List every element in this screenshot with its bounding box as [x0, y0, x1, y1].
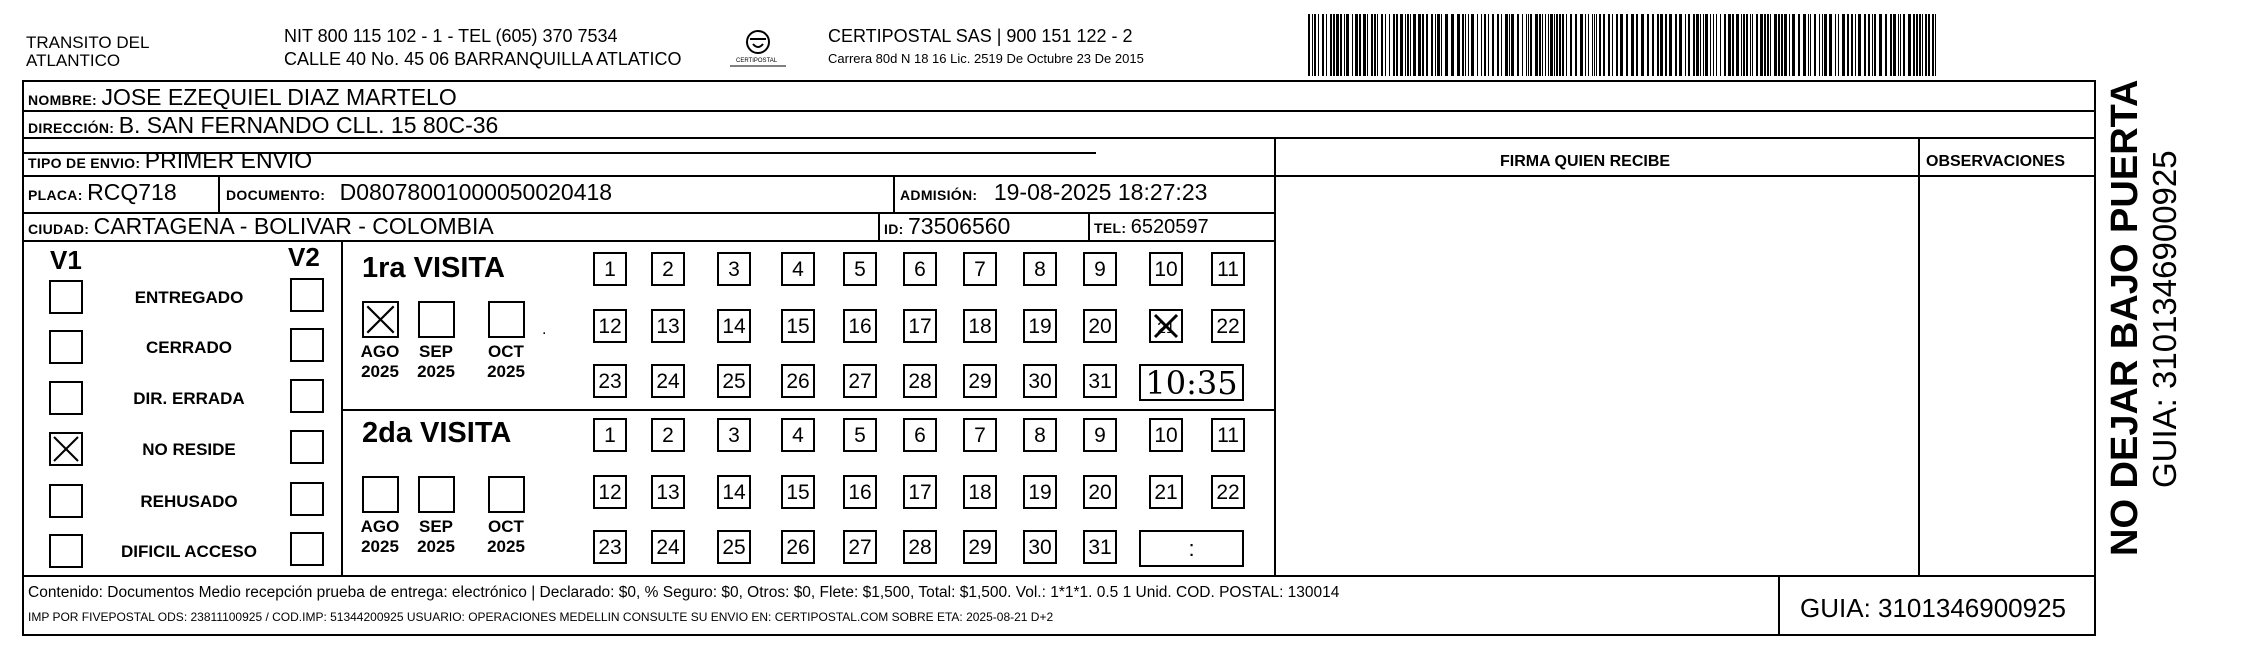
visit1-day-box[interactable]: 4 — [781, 252, 815, 286]
visit2-day-box[interactable]: 25 — [717, 530, 751, 564]
visit2-day-box[interactable]: 3 — [717, 418, 751, 452]
visit2-day-box[interactable]: 29 — [963, 530, 997, 564]
visit1-month-year: 2025 — [417, 362, 455, 381]
visit1-day-box[interactable]: 28 — [903, 364, 937, 398]
barcode — [1308, 14, 1944, 76]
visit2-day-box[interactable]: 21 — [1149, 475, 1183, 509]
visit1-day-box[interactable]: 16 — [843, 309, 877, 343]
status-label: CERRADO — [146, 338, 232, 357]
visit1-day-box[interactable]: 2 — [651, 252, 685, 286]
visit1-day-box[interactable]: 11 — [1211, 252, 1245, 286]
v2-checkbox[interactable] — [290, 379, 324, 413]
documento-label: DOCUMENTO: — [226, 187, 326, 203]
visit2-day-box[interactable]: 8 — [1023, 418, 1057, 452]
visit1-month-year: 2025 — [487, 362, 525, 381]
visit1-day-box[interactable]: 27 — [843, 364, 877, 398]
visit2-day-box[interactable]: 14 — [717, 475, 751, 509]
visit1-day-box[interactable]: 23 — [593, 364, 627, 398]
status-label: DIR. ERRADA — [133, 389, 245, 408]
visit2-day-box[interactable]: 16 — [843, 475, 877, 509]
visit2-day-box[interactable]: 12 — [593, 475, 627, 509]
visit2-title: 2da VISITA — [362, 417, 512, 449]
no-dejar-bajo-puerta: NO DEJAR BAJO PUERTA — [2104, 79, 2146, 556]
visit2-day-box[interactable]: 24 — [651, 530, 685, 564]
form-frame — [22, 80, 2096, 636]
visit2-month-checkbox[interactable] — [488, 476, 525, 513]
visit2-day-box[interactable]: 5 — [843, 418, 877, 452]
visit2-month-year: 2025 — [361, 537, 399, 556]
visit1-title: 1ra VISITA — [362, 252, 505, 284]
visit1-day-box[interactable]: 20 — [1083, 309, 1117, 343]
visit2-day-box[interactable]: 2 — [651, 418, 685, 452]
visit1-day-box[interactable]: 13 — [651, 309, 685, 343]
status-label: REHUSADO — [140, 492, 238, 511]
firma-header: FIRMA QUIEN RECIBE — [1500, 153, 1671, 170]
visit1-day-box[interactable]: 25 — [717, 364, 751, 398]
v2-checkbox[interactable] — [290, 482, 324, 516]
visit2-day-box[interactable]: 1 — [593, 418, 627, 452]
status-label: DIFICIL ACCESO — [120, 542, 257, 561]
visit2-day-box[interactable]: 31 — [1083, 530, 1117, 564]
visit2-month-year: 2025 — [417, 537, 455, 556]
company-address: CALLE 40 No. 45 06 BARRANQUILLA ATLATICO — [284, 49, 682, 69]
visit1-month-year: 2025 — [361, 362, 399, 381]
visit1-day-box[interactable] — [1149, 309, 1183, 343]
visit2-day-box[interactable]: 9 — [1083, 418, 1117, 452]
v1-checkbox[interactable] — [49, 534, 83, 568]
visit1-day-box[interactable]: 24 — [651, 364, 685, 398]
v1-checkbox[interactable] — [49, 330, 83, 364]
visit2-day-box[interactable]: 13 — [651, 475, 685, 509]
visit1-day-box[interactable]: 30 — [1023, 364, 1057, 398]
visit1-day-box[interactable]: 26 — [781, 364, 815, 398]
visit2-day-box[interactable]: 26 — [781, 530, 815, 564]
visit1-day-box[interactable]: 15 — [781, 309, 815, 343]
direccion-label: DIRECCIÓN: — [28, 120, 115, 136]
visit1-month-checkbox[interactable] — [488, 301, 525, 338]
footer-content: Contenido: Documentos Medio recepción prueba de entrega: electrónico | Declarado: $0, % Seguro: $0, Otros: $0, Flete: $1,500, Total: $1,500. Vol.: 1*1*1. 0.5 1 Unid. COD. POSTAL: 130014 — [28, 584, 1340, 601]
visit1-day-box[interactable]: 3 — [717, 252, 751, 286]
visit1-day-box[interactable]: 7 — [963, 252, 997, 286]
visit2-day-box[interactable]: 6 — [903, 418, 937, 452]
visit1-day-box[interactable]: 22 — [1211, 309, 1245, 343]
visit2-day-box[interactable]: 7 — [963, 418, 997, 452]
visit2-day-box[interactable]: 28 — [903, 530, 937, 564]
v1-checkbox[interactable] — [49, 484, 83, 518]
recipient-address: B. SAN FERNANDO CLL. 15 80C-36 — [118, 112, 499, 138]
visit2-day-box[interactable]: 15 — [781, 475, 815, 509]
side-guia: GUIA: 3101346900925 — [2146, 150, 2183, 488]
v1-header: V1 — [50, 245, 82, 275]
svg-text:21 — [1157, 320, 1175, 337]
visit2-day-box[interactable]: 30 — [1023, 530, 1057, 564]
visit1-day-box[interactable]: 17 — [903, 309, 937, 343]
visit1-day-box[interactable]: 14 — [717, 309, 751, 343]
visit1-month-checkbox[interactable] — [418, 301, 455, 338]
visit1-day-box[interactable]: 19 — [1023, 309, 1057, 343]
courier-license: Carrera 80d N 18 16 Lic. 2519 De Octubre 23 De 2015 — [828, 51, 1144, 66]
visit2-month-label: OCT — [488, 517, 524, 536]
visit1-month-label: AGO — [360, 342, 400, 361]
v2-checkbox[interactable] — [290, 278, 324, 312]
visit2-month-checkbox[interactable] — [362, 476, 399, 513]
tel-label: TEL: — [1094, 220, 1127, 236]
status-label: ENTREGADO — [134, 288, 244, 307]
visit2-day-box[interactable]: 27 — [843, 530, 877, 564]
visit1-day-box[interactable]: 5 — [843, 252, 877, 286]
visit2-day-box[interactable]: 4 — [781, 418, 815, 452]
v1-checkbox[interactable] — [49, 381, 83, 415]
visit2-day-box[interactable]: 17 — [903, 475, 937, 509]
visit1-day-box[interactable]: 1 — [593, 252, 627, 286]
v2-header: V2 — [288, 242, 320, 272]
admision-label: ADMISIÓN: — [900, 187, 978, 203]
visit1-month-label: SEP — [418, 342, 454, 361]
visit2-day-box[interactable]: 23 — [593, 530, 627, 564]
visit1-time-box[interactable]: 10:35 — [1139, 364, 1244, 401]
visit2-day-box[interactable]: 20 — [1083, 475, 1117, 509]
visit2-day-box[interactable]: 22 — [1211, 475, 1245, 509]
id-value: 73506560 — [908, 213, 1011, 239]
visit1-day-box[interactable]: 12 — [593, 309, 627, 343]
admision-value: 19-08-2025 18:27:23 — [993, 179, 1208, 205]
visit2-month-label: AGO — [360, 517, 400, 536]
tel-value: 6520597 — [1130, 216, 1209, 238]
ciudad-value: CARTAGENA - BOLIVAR - COLOMBIA — [93, 213, 494, 239]
side-text — [2104, 79, 2206, 556]
v1-checkbox[interactable] — [49, 280, 83, 314]
visit1-day-box[interactable]: 9 — [1083, 252, 1117, 286]
nombre-label: NOMBRE: — [28, 92, 97, 108]
tipo-envio-value: PRIMER ENVIO — [144, 147, 313, 173]
visit2-month-checkbox[interactable] — [418, 476, 455, 513]
day-checkmark — [1151, 311, 1181, 341]
visit1-day-box[interactable]: 31 — [1083, 364, 1117, 398]
logo-text: CERTIPOSTAL — [736, 58, 778, 64]
footer-print-info: IMP POR FIVEPOSTAL ODS: 23811100925 / COD.IMP: 51344200925 USUARIO: OPERACIONES MEDELLIN CONSULTE SU ENVIO EN: CERTIPOSTAL.COM SOBRE ETA: 2025-08-21 D+2 — [28, 610, 1054, 624]
id-label: ID: — [884, 221, 904, 237]
visit1-day-box[interactable]: 18 — [963, 309, 997, 343]
visit2-day-box[interactable]: 18 — [963, 475, 997, 509]
ciudad-label: CIUDAD: — [28, 221, 90, 237]
visit2-time-box[interactable]: : — [1139, 530, 1244, 567]
recipient-name: JOSE EZEQUIEL DIAZ MARTELO — [101, 84, 457, 110]
placa-value: RCQ718 — [87, 179, 177, 205]
visit1-day-box[interactable]: 10 — [1149, 252, 1183, 286]
visit2-day-box[interactable]: 11 — [1211, 418, 1245, 452]
v2-checkbox[interactable] — [290, 430, 324, 464]
tipo-envio-label: TIPO DE ENVIO: — [28, 155, 141, 171]
placa-label: PLACA: — [28, 187, 83, 203]
footer-guia: GUIA: 3101346900925 — [1800, 593, 2066, 623]
v2-checkbox[interactable] — [290, 328, 324, 362]
visit1-day-box[interactable]: 8 — [1023, 252, 1057, 286]
visit2-month-label: SEP — [418, 517, 454, 536]
visit2-month-year: 2025 — [487, 537, 525, 556]
company-nit: NIT 800 115 102 - 1 - TEL (605) 370 7534 — [284, 26, 618, 46]
courier-name: CERTIPOSTAL SAS | 900 151 122 - 2 — [828, 26, 1133, 46]
visit1-day-box[interactable]: 29 — [963, 364, 997, 398]
company-name-line1: TRANSITO DEL — [26, 33, 150, 52]
visit2-day-box[interactable]: 19 — [1023, 475, 1057, 509]
certipostal-logo — [726, 26, 790, 74]
company-name-line2: ATLANTICO — [26, 51, 121, 70]
visit1-month-label: OCT — [488, 342, 524, 361]
visit2-day-box[interactable]: 10 — [1149, 418, 1183, 452]
observaciones-header: OBSERVACIONES — [1926, 153, 2065, 170]
visit1-day-box[interactable]: 6 — [903, 252, 937, 286]
documento-value: D08078001000050020418 — [339, 179, 613, 205]
v1-checkbox[interactable] — [49, 432, 83, 466]
visit1-dot: . — [542, 321, 547, 338]
status-label: NO RESIDE — [142, 440, 236, 459]
v2-checkbox[interactable] — [290, 532, 324, 566]
visit1-month-checkbox[interactable] — [362, 301, 399, 338]
